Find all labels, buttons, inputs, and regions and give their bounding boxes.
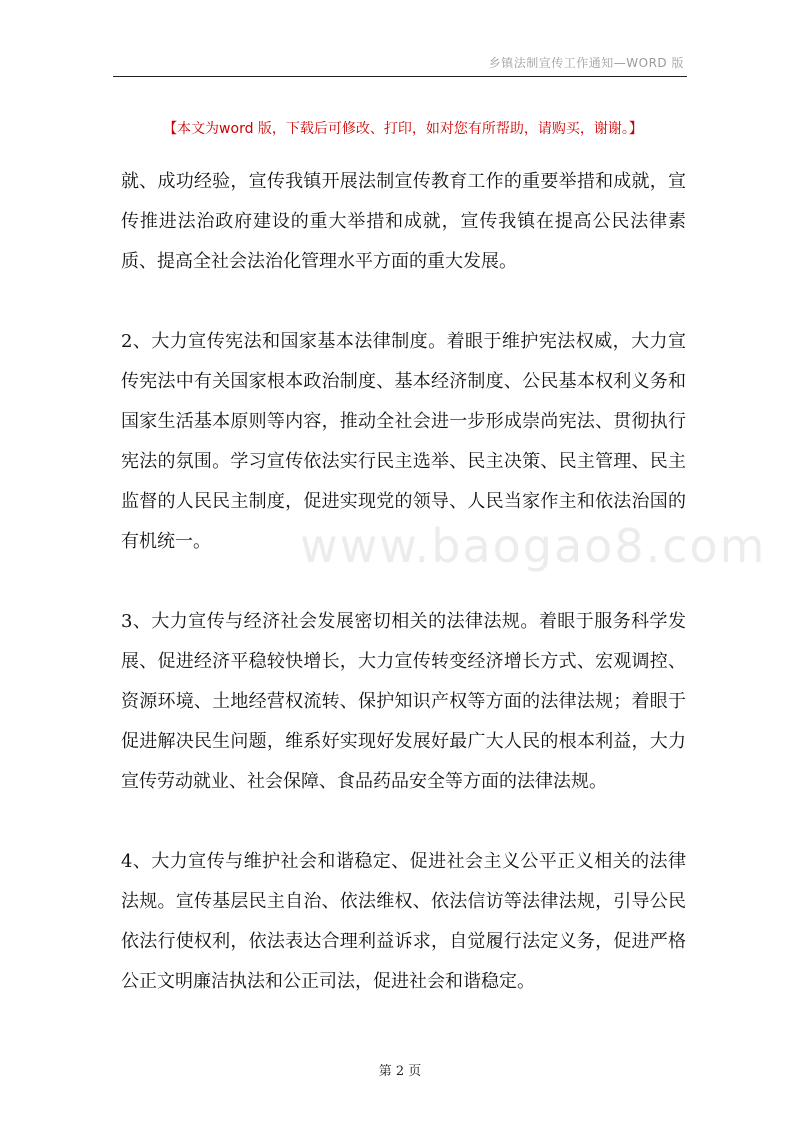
running-header: 乡镇法制宣传工作通知—WORD 版	[488, 56, 684, 70]
paragraph-item-4: 4、大力宣传与维护社会和谐稳定、促进社会主义公平正义相关的法律法规。宣传基层民主自治、依法维权、依法信访等法律法规，引导公民依法行使权利，依法表达合理利益诉求，自觉履行法定义务，促进严格公正文明廉洁执法和公正司法，促进社会和谐稳定。	[121, 851, 686, 992]
watermark: www.baogao8.com	[300, 519, 767, 573]
paragraph-item-3: 3、大力宣传与经济社会发展密切相关的法律法规。着眼于服务科学发展、促进经济平稳较快增长，大力宣传转变经济增长方式、宏观调控、资源环境、土地经营权流转、保护知识产权等方面的法律法规；着眼于促进解决民生问题，维系好实现好发展好最广大人民的根本利益，大力宣传劳动就业、社会保障、食品药品安全等方面的法律法规。	[121, 611, 686, 792]
document-body	[121, 162, 686, 1002]
page-number: 第 2 页	[378, 1064, 422, 1079]
download-notice: 【本文为word 版，下载后可修改、打印，如对您有所帮助，请购买，谢谢。】	[163, 121, 643, 137]
paragraph-continuation: 就、成功经验，宣传我镇开展法制宣传教育工作的重要举措和成就，宣传推进法治政府建设的重大举措和成就，宣传我镇在提高公民法律素质、提高全社会法治化管理水平方面的重大发展。	[121, 171, 686, 272]
header-divider	[113, 76, 687, 77]
paragraph-item-2: 2、大力宣传宪法和国家基本法律制度。着眼于维护宪法权威，大力宣传宪法中有关国家根本政治制度、基本经济制度、公民基本权利义务和国家生活基本原则等内容，推动全社会进一步形成崇尚宪法、贯彻执行宪法的氛围。学习宣传依法实行民主选举、民主决策、民主管理、民主监督的人民民主制度，促进实现党的领导、人民当家作主和依法治国的有机统一。	[121, 331, 686, 552]
